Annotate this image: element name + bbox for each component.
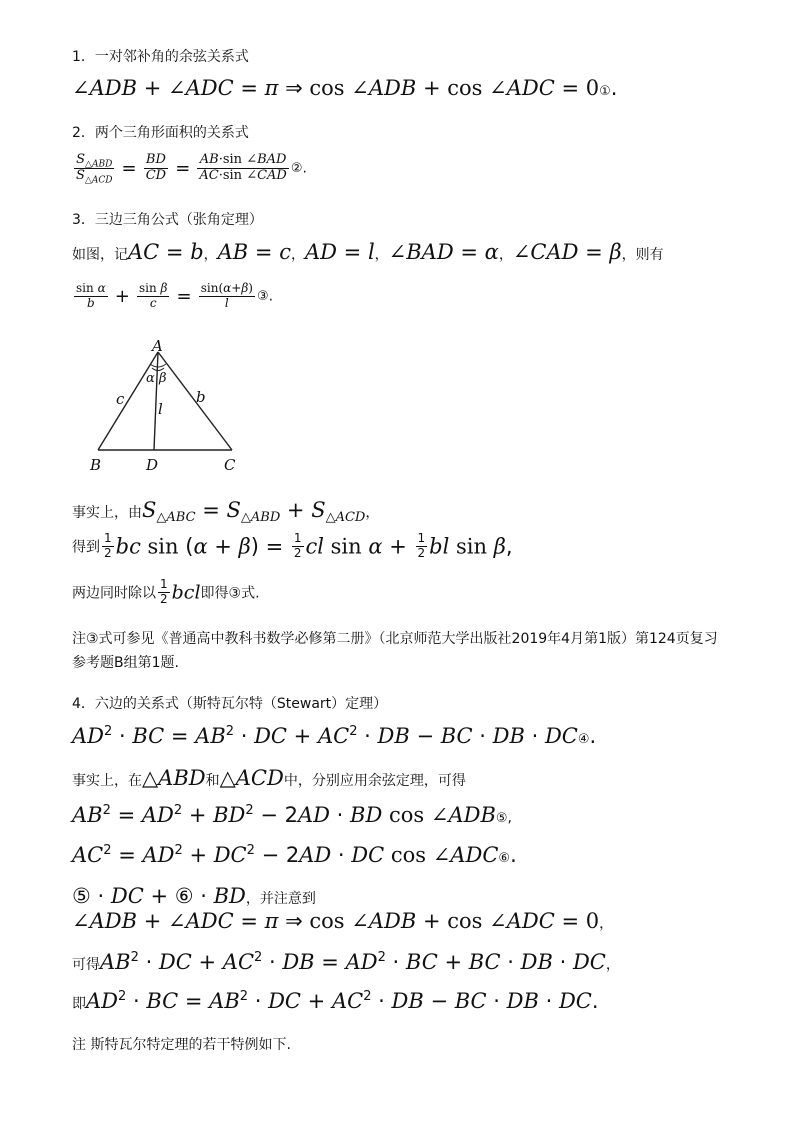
section-4-heading: 4．六边的关系式（斯特瓦尔特（Stewart）定理） — [72, 696, 388, 712]
formula-4-circle: ④ — [577, 732, 590, 747]
section-2-heading: 2．两个三角形面积的关系式 — [72, 125, 249, 141]
formula-2-circle: ② — [290, 160, 303, 176]
label-b: b — [196, 388, 206, 406]
combo-line: ⑤ · DC + ⑥ · BD，并注意到 — [72, 884, 316, 908]
formula-6: $AC^2 = AD^2 + DC^2 - 2AD$ · DC cos ∠ADC⑥. — [72, 843, 517, 867]
got-equation: 得到 $\frac{1}{2}$ bc sin (α + β) = $\frac{1}{2}$ cl sin α + $\frac{1}{2}$ bl sin β, — [72, 531, 513, 560]
side-AB — [98, 352, 158, 450]
fact-area-sum: 事实上，由$S_{\triangle ABC} = S_{\triangle ABD} + S_{\triangle ACD}$， — [72, 498, 380, 526]
notice-formula: ∠ADB + ∠ADC = π ⇒ cos ∠ADB + cos ∠ADC = 0， — [72, 909, 614, 933]
formula-2: $\frac{S_{\triangle ABD}}{S_{\triangle ACD}}$ = $\frac{BD}{CD}$ = $\frac{\text{AB·sin ∠BAD}}{\text{AC·sin ∠CAD}}$ ②. — [76, 152, 307, 186]
label-alpha: α — [146, 371, 155, 386]
divide-line: 两边同时除以 $\frac{1}{2}$ bcl即得③式. — [72, 577, 260, 606]
side-AC — [158, 352, 232, 450]
formula-3-circle: ③ — [256, 288, 269, 304]
section-3-heading: 3．三边三角公式（张角定理） — [72, 212, 263, 228]
label-A: A — [152, 337, 163, 355]
section-3-intro: 如图，记AC = b，AB = c，AD = l，∠BAD = α，∠CAD = β，则有 — [72, 240, 664, 264]
final-note: 注 斯特瓦尔特定理的若干特例如下. — [72, 1037, 291, 1053]
formula-5: $AB^2 = AD^2 + BD^2 - 2AD$ · BD cos ∠ADB⑤, — [72, 803, 512, 827]
fact-cosine-law: 事实上，在△ABD和△ACD中，分别应用余弦定理，可得 — [72, 766, 466, 790]
formula-1-circle: ① — [599, 84, 611, 99]
label-beta: β — [159, 371, 167, 386]
formula-1: ∠ADB + ∠ADC = π ⇒ cos ∠ADB + cos ∠ADC = 0①. — [72, 76, 618, 100]
label-l: l — [158, 400, 163, 418]
get-formula: 可得$AB^2$ · DC + $AC^2$ · DB = $AD^2$ · BC + BC · DB · DC， — [72, 950, 620, 974]
label-D: D — [146, 456, 159, 474]
triangle-figure — [84, 334, 254, 476]
label-c: c — [116, 390, 125, 408]
section-1-heading: 1．一对邻补角的余弦关系式 — [72, 49, 249, 65]
formula-4: $AD^2$ · BC = $AB^2$ · DC + $AC^2$ · DB − BC · DB · DC④. — [72, 724, 597, 748]
label-B: B — [90, 456, 102, 474]
formula-6-circle: ⑥ — [498, 851, 511, 866]
ji-formula: 即$AD^2$ · BC = $AB^2$ · DC + $AC^2$ · DB − BC · DB · DC. — [72, 989, 599, 1013]
note-line-1: 注③式可参见《普通高中教科书数学必修第二册》（北京师范大学出版社2019年4月第1版）第124页复习 — [72, 631, 718, 647]
formula-5-circle: ⑤ — [495, 811, 508, 826]
label-C: C — [224, 456, 236, 474]
note-line-2: 参考题B组第1题. — [72, 655, 179, 671]
formula-3: $\frac{\text{sin α}}{b}$ + $\frac{\text{sin β}}{c}$ = $\frac{\sin(\alpha+\beta)}{l}$ ③. — [76, 281, 274, 310]
